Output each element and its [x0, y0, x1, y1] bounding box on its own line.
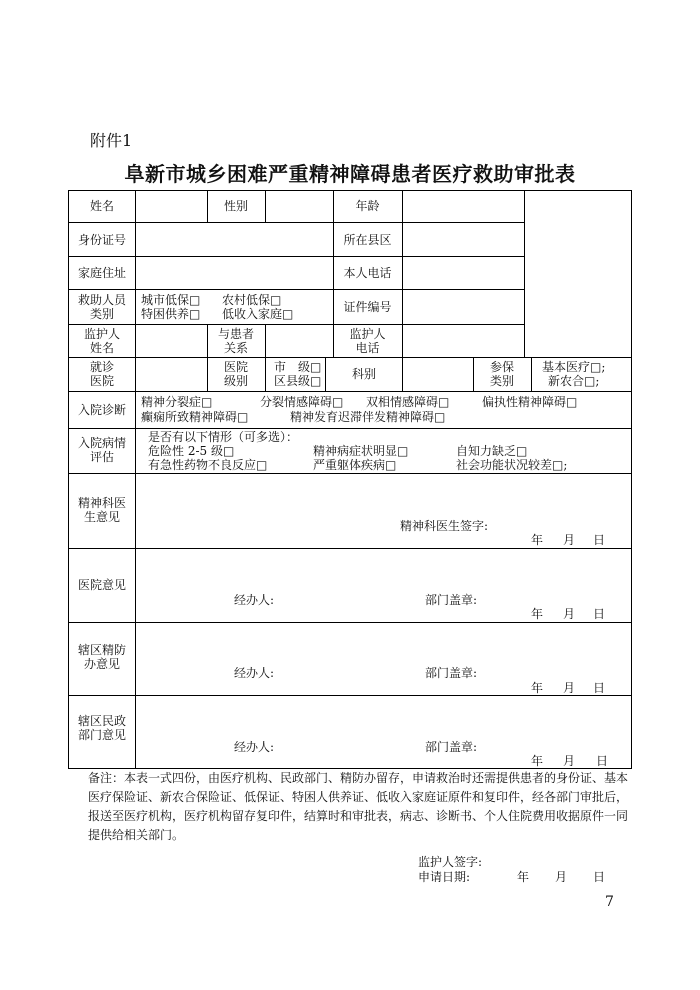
- apply-date-day: 日: [593, 870, 606, 884]
- age-field[interactable]: [404, 193, 523, 221]
- checkbox-danger-level[interactable]: 危险性 2-5 级□: [148, 444, 235, 458]
- assessment-label: [70, 436, 134, 464]
- aid-type-label: [70, 293, 134, 321]
- date-month: 月: [563, 754, 576, 768]
- psychiatrist-sign-label: 精神科医生签字:: [400, 519, 489, 533]
- assessment-label-line1: 入院病情: [77, 436, 126, 450]
- date-day: 日: [596, 754, 609, 768]
- checkbox-lack-insight[interactable]: 自知力缺乏□: [456, 444, 528, 458]
- checkbox-schizoaffective[interactable]: 分裂情感障碍□: [260, 395, 344, 409]
- civil-affairs-label-line2: 部门意见: [77, 728, 126, 742]
- checkbox-special-support[interactable]: 特困供养□: [141, 307, 201, 321]
- aid-type-label-line1: 救助人员: [77, 293, 126, 307]
- stamp-label: 部门盖章:: [425, 666, 478, 680]
- psychiatrist-opinion-label-line1: 精神科医: [77, 496, 126, 510]
- county-field[interactable]: [404, 225, 523, 255]
- county-label: 所在县区: [343, 233, 392, 247]
- civil-affairs-label-line1: 辖区民政: [77, 714, 126, 728]
- hospital-level-label-line2: 级别: [223, 374, 248, 388]
- hospital-label: [70, 360, 134, 388]
- guardian-phone-label-line2: 电话: [355, 341, 380, 355]
- age-label: 年龄: [355, 199, 380, 213]
- date-month: 月: [563, 533, 576, 547]
- guardian-name-field[interactable]: [137, 327, 206, 356]
- guardian-name-label-line1: 监护人: [83, 327, 120, 341]
- assessment-intro: 是否有以下情形（可多选）：: [148, 430, 299, 444]
- district-prevention-label: [70, 643, 134, 671]
- id-number-field[interactable]: [137, 225, 332, 255]
- checkbox-basic-insurance[interactable]: 基本医疗□;: [542, 360, 606, 374]
- relation-label: [208, 327, 264, 355]
- handler-label: 经办人:: [234, 593, 275, 607]
- hospital-opinion-field[interactable]: [137, 551, 630, 621]
- name-label: 姓名: [89, 199, 114, 213]
- cert-number-label: 证件编号: [343, 300, 392, 314]
- checkbox-rural-low[interactable]: 农村低保□: [222, 293, 282, 307]
- gender-field[interactable]: [267, 193, 332, 221]
- relation-label-line1: 与患者: [217, 327, 254, 341]
- checkbox-bipolar[interactable]: 双相情感障碍□: [366, 395, 450, 409]
- date-year: 年: [531, 607, 544, 621]
- checkbox-physical-disease[interactable]: 严重躯体疾病□: [313, 458, 397, 472]
- date-year: 年: [531, 681, 544, 695]
- guardian-phone-label-line1: 监护人: [349, 327, 386, 341]
- checkbox-urban-low[interactable]: 城市低保□: [141, 293, 201, 307]
- hospital-label-line2: 医院: [89, 374, 114, 388]
- insurance-type-label-line1: 参保: [489, 360, 514, 374]
- date-year: 年: [531, 754, 544, 768]
- checkbox-social-function[interactable]: 社会功能状况较差□;: [456, 458, 568, 472]
- page-number: 7: [605, 894, 614, 910]
- aid-type-label-line2: 类别: [89, 307, 114, 321]
- page-title: 阜新市城乡困难严重精神障碍患者医疗救助审批表: [124, 162, 576, 186]
- district-prevention-label-line1: 辖区精防: [77, 643, 126, 657]
- phone-label: 本人电话: [343, 266, 392, 280]
- date-day: 日: [593, 533, 606, 547]
- address-label: 家庭住址: [77, 266, 126, 280]
- insurance-type-label-line2: 类别: [489, 374, 514, 388]
- guardian-phone-label: [334, 327, 401, 355]
- date-day: 日: [593, 607, 606, 621]
- insurance-type-label: [474, 360, 530, 388]
- apply-date-month: 月: [555, 870, 568, 884]
- address-field[interactable]: [137, 259, 332, 288]
- department-label: 科别: [351, 367, 376, 381]
- guardian-phone-field[interactable]: [404, 327, 523, 356]
- district-prevention-field[interactable]: [137, 625, 630, 694]
- attachment-prefix: 附件: [90, 131, 123, 150]
- hospital-label-line1: 就诊: [89, 360, 114, 374]
- attachment-number: 1: [122, 131, 133, 150]
- stamp-label: 部门盖章:: [425, 593, 478, 607]
- apply-date-label: 申请日期:: [418, 870, 471, 884]
- guardian-name-label-line2: 姓名: [89, 341, 114, 355]
- checkbox-low-income[interactable]: 低收入家庭□: [222, 307, 294, 321]
- department-field[interactable]: [404, 360, 472, 390]
- date-year: 年: [531, 533, 544, 547]
- civil-affairs-label: [70, 714, 134, 742]
- checkbox-county-level[interactable]: 区县级□: [274, 374, 322, 388]
- checkbox-city-level[interactable]: 市 级□: [274, 360, 322, 374]
- relation-field[interactable]: [267, 327, 332, 356]
- checkbox-adverse-reaction[interactable]: 有急性药物不良反应□: [148, 458, 268, 472]
- apply-date-year: 年: [517, 870, 530, 884]
- id-number-label: 身份证号: [77, 233, 126, 247]
- checkbox-paranoid[interactable]: 偏执性精神障碍□: [482, 395, 578, 409]
- guardian-name-label: [70, 327, 134, 355]
- stamp-label: 部门盖章:: [425, 740, 478, 754]
- date-month: 月: [563, 681, 576, 695]
- psychiatrist-opinion-field[interactable]: [137, 476, 630, 547]
- psychiatrist-opinion-label: [70, 496, 134, 524]
- civil-affairs-field[interactable]: [137, 698, 630, 767]
- photo-area: [526, 193, 630, 356]
- phone-field[interactable]: [404, 259, 523, 288]
- gender-label: 性别: [223, 199, 248, 213]
- checkbox-psychotic-symptoms[interactable]: 精神病症状明显□: [313, 444, 409, 458]
- checkbox-epilepsy-mental[interactable]: 癫痫所致精神障碍□: [141, 410, 249, 424]
- relation-label-line2: 关系: [223, 341, 248, 355]
- hospital-field[interactable]: [137, 360, 206, 390]
- assessment-label-line2: 评估: [89, 450, 114, 464]
- name-field[interactable]: [137, 193, 206, 221]
- diagnosis-label: 入院诊断: [77, 403, 126, 417]
- checkbox-ncms[interactable]: 新农合□;: [548, 374, 600, 388]
- guardian-signature-label: 监护人签字:: [418, 855, 483, 869]
- attachment-label: [90, 128, 132, 151]
- hospital-level-label-line1: 医院: [223, 360, 248, 374]
- handler-label: 经办人:: [234, 666, 275, 680]
- form-note: 备注：本表一式四份，由医疗机构、民政部门、精防办留存，申请救治时还需提供患者的身份证、基本医疗保险证、新农合保险证、低保证、特困人供养证、低收入家庭证原件和复印件，经各部门审批后，报送至医疗机构，医疗机构留存复印件，结算时和审批表，病志、诊断书、个人住院费用收据原件一同提供给相关部门。: [88, 771, 629, 842]
- date-day: 日: [593, 681, 606, 695]
- cert-number-field[interactable]: [404, 292, 523, 323]
- hospital-level-label: [208, 360, 264, 388]
- hospital-opinion-label: 医院意见: [77, 578, 126, 592]
- date-month: 月: [563, 607, 576, 621]
- district-prevention-label-line2: 办意见: [83, 657, 120, 671]
- handler-label: 经办人:: [234, 740, 275, 754]
- checkbox-schizophrenia[interactable]: 精神分裂症□: [141, 395, 213, 409]
- checkbox-mental-retardation[interactable]: 精神发育迟滞伴发精神障碍□: [290, 410, 446, 424]
- psychiatrist-opinion-label-line2: 生意见: [83, 510, 120, 524]
